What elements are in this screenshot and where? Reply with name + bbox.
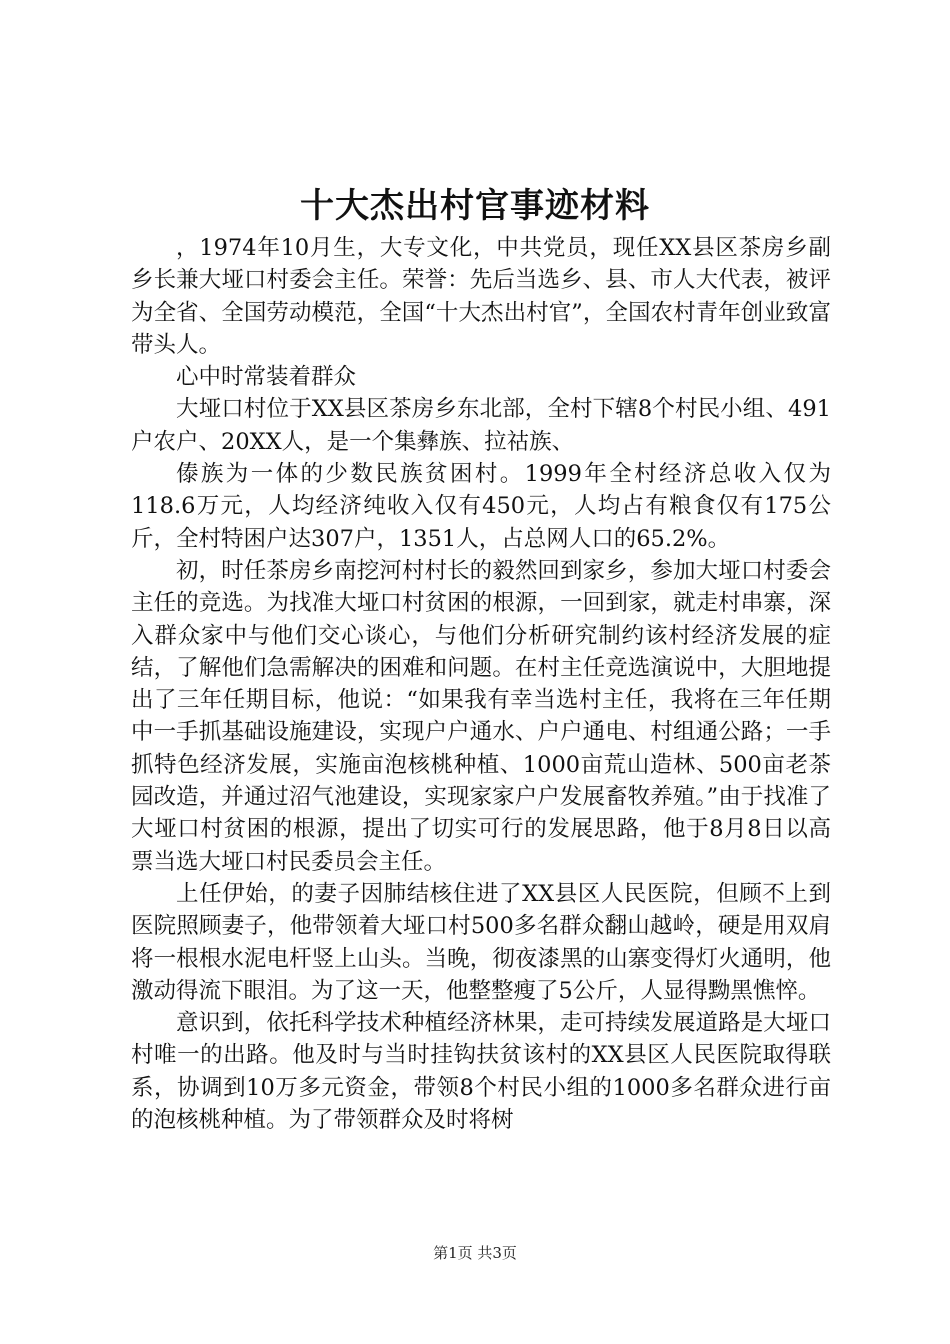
- paragraph-election: 初，时任茶房乡南挖河村村长的毅然回到家乡，参加大垭口村委会主任的竞选。为找准大垭口村贫困的根源，一回到家，就走村串寨，深入群众家中与他们交心谈心，与他们分析研究制约该村经济发展的症结，了解他们急需解决的困难和问题。在村主任竞选演说中，大胆地提出了三年任期目标，他说：“如果我有幸当选村主任，我将在三年任期中一手抓基础设施建设，实现户户通水、户户通电、村组通公路；一手抓特色经济发展，实施亩泡核桃种植、1000亩荒山造林、500亩老茶园改造，并通过沼气池建设，实现家家户户发展畜牧养殖。”由于找准了大垭口村贫困的根源，提出了切实可行的发展思路，他于8月8日以高票当选大垭口村民委员会主任。: [131, 557, 831, 875]
- paragraph-section-heading: 心中时常装着群众: [176, 364, 357, 391]
- paragraph-walnut-planting: 意识到，依托科学技术种植经济林果，走可持续发展道路是大垭口村唯一的出路。他及时与当时挂钩扶贫该村的XX县区人民医院取得联系，协调到10万多元资金，带领8个村民小组的1000多名群众进行亩的泡核桃种植。为了带领群众及时将树: [131, 1010, 831, 1134]
- document-title: 十大杰出村官事迹材料: [300, 186, 650, 226]
- page-number-footer: 第1页 共3页: [433, 1244, 517, 1262]
- document-body: [131, 232, 831, 1136]
- paragraph-intro: ，1974年10月生，大专文化，中共党员，现任XX县区茶房乡副乡长兼大垭口村委会主任。荣誉：先后当选乡、县、市人大代表，被评为全省、全国劳动模范，全国“十大杰出村官”，全国农村青年创业致富带头人。: [131, 235, 831, 358]
- paragraph-village-economy: 傣族为一体的少数民族贫困村。1999年全村经济总收入仅为118.6万元，人均经济纯收入仅有450元，人均占有粮食仅有175公斤，全村特困户达307户，1351人，占总网人口的65.2%。: [131, 461, 831, 552]
- paragraph-village-location: 大垭口村位于XX县区茶房乡东北部，全村下辖8个村民小组、491户农户、20XX人，是一个集彝族、拉祜族、: [131, 396, 831, 455]
- paragraph-electricity: 上任伊始，的妻子因肺结核住进了XX县区人民医院，但顾不上到医院照顾妻子，他带领着大垭口村500多名群众翻山越岭，硬是用双肩将一根根水泥电杆竖上山头。当晚，彻夜漆黑的山寨变得灯火通明，他激动得流下眼泪。为了这一天，他整整瘦了5公斤，人显得黝黑憔悴。: [131, 880, 831, 1004]
